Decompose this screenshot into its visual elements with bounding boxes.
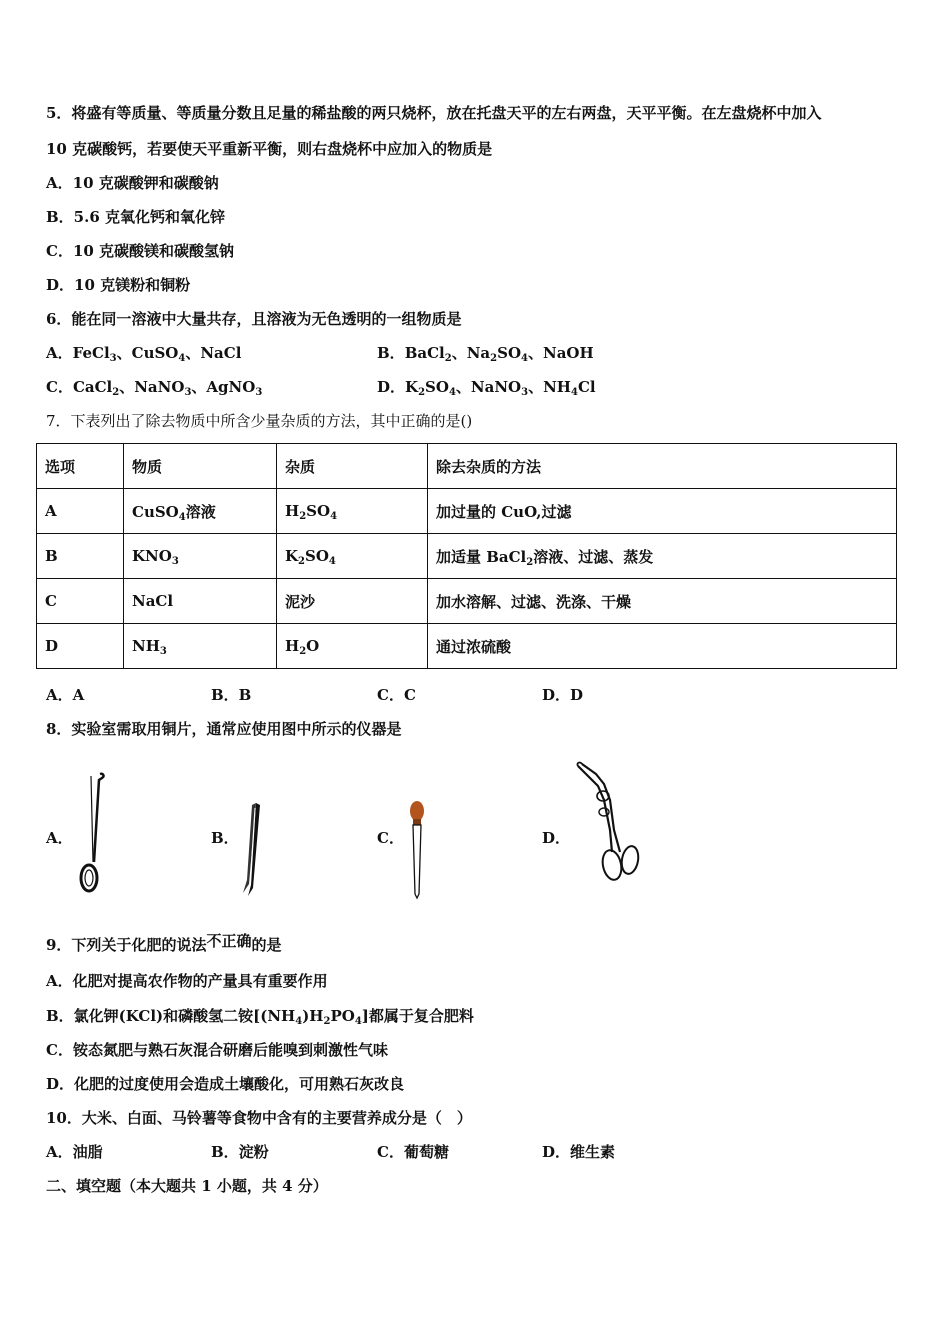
cell-option: C <box>37 579 124 624</box>
cell-impurity: $H_2O$ <box>277 624 428 669</box>
crucible-tongs-icon <box>570 760 642 885</box>
cell-substance: CuSO$_4$溶液 <box>124 489 277 534</box>
q8-label-b: B． <box>211 829 239 847</box>
header-impurity: 杂质 <box>277 444 428 489</box>
table-row <box>37 579 897 624</box>
cell-method: 通过浓硫酸 <box>428 624 897 669</box>
q10-stem: 10．大米、白面、马铃薯等食物中含有的主要营养成分是（ ） <box>46 1109 472 1127</box>
q9-option-d: D．化肥的过度使用会造成土壤酸化，可用熟石灰改良 <box>46 1075 405 1093</box>
q7-answer-a: A．A <box>46 686 85 704</box>
cell-impurity: $K_2SO_4$ <box>277 534 428 579</box>
q7-answer-d: D．D <box>542 686 584 704</box>
q7-answer-c: C．C <box>377 686 416 704</box>
q9-emphasis: 不正确 <box>206 932 252 950</box>
q9-option-a: A．化肥对提高农作物的产量具有重要作用 <box>46 972 328 990</box>
tweezers-icon <box>238 800 268 900</box>
cell-option: B <box>37 534 124 579</box>
table-row <box>37 534 897 579</box>
q10-option-a: A．油脂 <box>46 1143 103 1161</box>
q10-option-d: D．维生素 <box>542 1143 616 1161</box>
q5-stem-line1: 5．将盛有等质量、等质量分数且足量的稀盐酸的两只烧杯，放在托盘天平的左右两盘，天平平衡。在左盘烧杯中加入 <box>46 104 822 122</box>
cell-impurity: $H_2SO_4$ <box>277 489 428 534</box>
cell-option: A <box>37 489 124 534</box>
table-header-row <box>37 444 897 489</box>
q9-option-c: C．铵态氮肥与熟石灰混合研磨后能嗅到刺激性气味 <box>46 1041 388 1059</box>
q9-stem: 9．下列关于化肥的说法不正确的是 <box>46 932 282 954</box>
cell-substance: $NH_3$ <box>124 624 277 669</box>
header-option: 选项 <box>37 444 124 489</box>
q6-option-b: B．BaCl$_2$、$Na_2SO_4$、NaOH <box>377 344 594 364</box>
cell-method: 加过量的 CuO,过滤 <box>428 489 897 534</box>
cell-option: D <box>37 624 124 669</box>
q6-option-d: D．$K_2SO_4$、NaNO$_3$、$NH_4Cl$ <box>377 378 596 398</box>
q5-option-b: B．5.6 克氧化钙和氧化锌 <box>46 208 225 226</box>
q7-stem: 7．下表列出了除去物质中所含少量杂质的方法，其中正确的是() <box>46 412 473 430</box>
q5-option-d: D．10 克镁粉和铜粉 <box>46 276 191 294</box>
cell-method: 加水溶解、过滤、洗涤、干燥 <box>428 579 897 624</box>
cell-method: 加适量 BaCl$_2$溶液、过滤、蒸发 <box>428 534 897 579</box>
q5-option-a: A．10 克碳酸钾和碳酸钠 <box>46 174 219 192</box>
q6-option-a: A．FeCl$_3$、CuSO$_4$、NaCl <box>46 344 242 364</box>
cell-substance: $KNO_3$ <box>124 534 277 579</box>
q8-label-d: D． <box>542 829 571 847</box>
q5-option-c: C．10 克碳酸镁和碳酸氢钠 <box>46 242 235 260</box>
q10-option-c: C．葡萄糖 <box>377 1143 449 1161</box>
table-row <box>37 489 897 534</box>
cell-impurity: 泥沙 <box>277 579 428 624</box>
q8-stem: 8．实验室需取用铜片，通常应使用图中所示的仪器是 <box>46 720 402 738</box>
header-method: 除去杂质的方法 <box>428 444 897 489</box>
q10-option-b: B．淀粉 <box>211 1143 269 1161</box>
table-row <box>37 624 897 669</box>
q6-stem: 6．能在同一溶液中大量共存，且溶液为无色透明的一组物质是 <box>46 310 462 328</box>
cell-substance: NaCl <box>124 579 277 624</box>
header-substance: 物质 <box>124 444 277 489</box>
q8-label-a: A． <box>46 829 73 847</box>
q5-stem-line2: 10 克碳酸钙，若要使天平重新平衡，则右盘烧杯中应加入的物质是 <box>46 140 493 158</box>
q8-label-c: C． <box>377 829 404 847</box>
q7-answer-b: B．B <box>211 686 252 704</box>
dropper-icon <box>405 798 431 900</box>
q6-option-c: C．CaCl$_2$、NaNO$_3$、AgNO$_3$ <box>46 378 263 398</box>
spoon-icon <box>72 770 112 895</box>
section2-title: 二、填空题（本大题共 1 小题，共 4 分） <box>46 1177 328 1195</box>
q7-table <box>36 443 897 669</box>
q9-option-b: B．氯化钾(KCl)和磷酸氢二铵$[(NH_4)H_2PO_4]$都属于复合肥料 <box>46 1007 474 1027</box>
